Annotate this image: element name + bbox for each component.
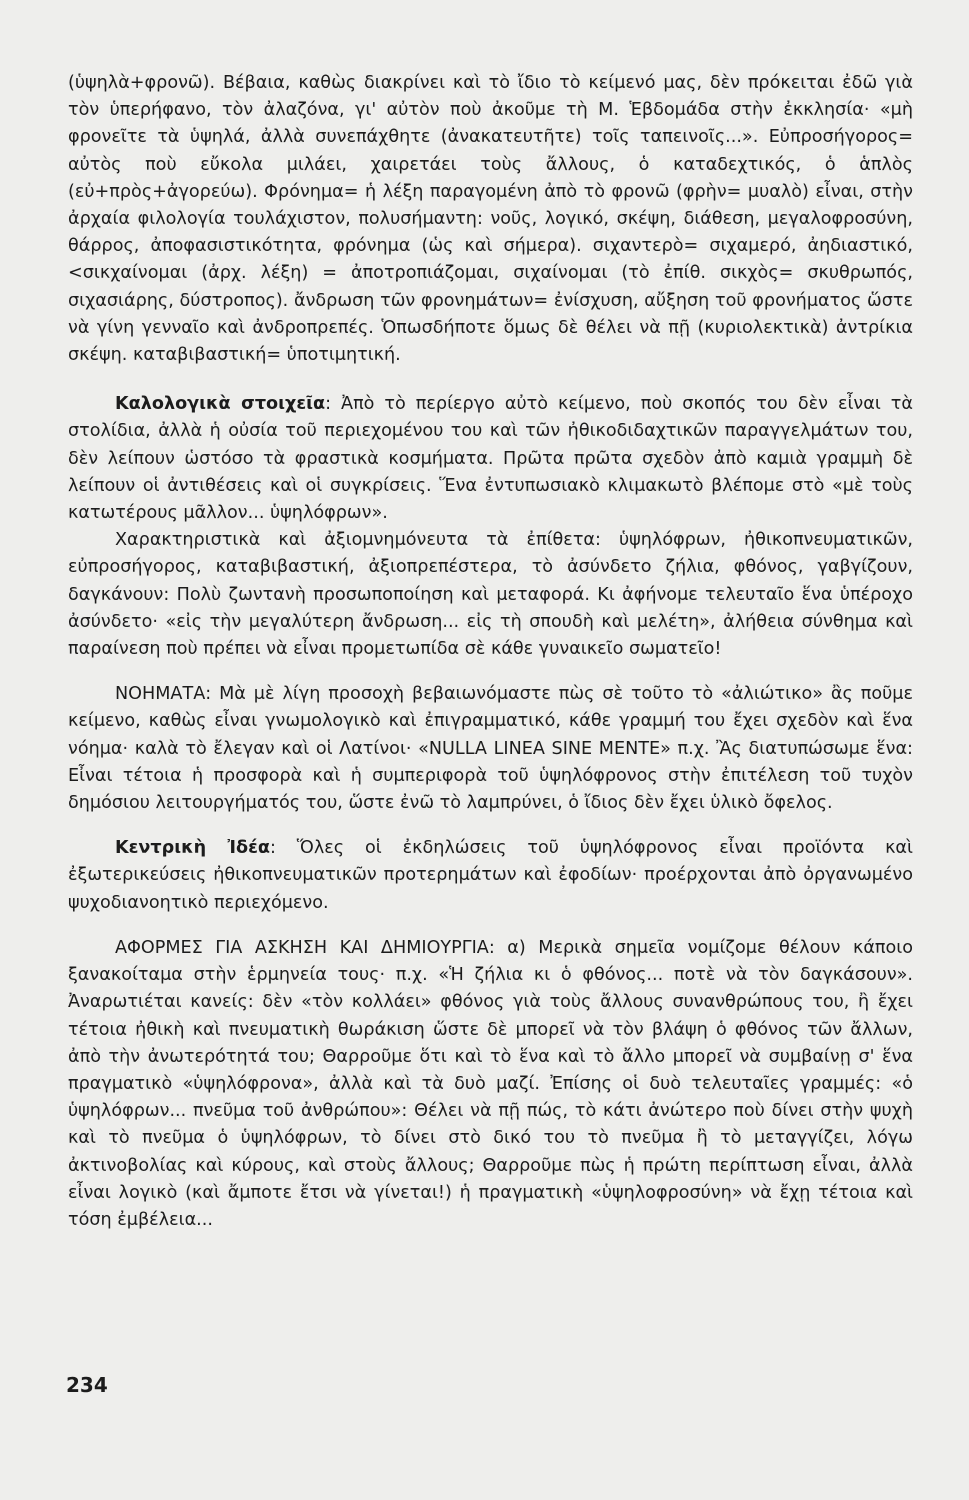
paragraph-stylistic-elements xyxy=(68,391,913,527)
page-number: 234 xyxy=(66,1373,108,1397)
text-central-idea: : Ὅλες οἱ ἐκδηλώσεις τοῦ ὑψηλόφρονος εἶναι προϊόντα καὶ ἐξωτερικεύσεις ἠθικοπνευματικῶν προτερημάτων καὶ ἐφοδίων· προέρχονται ἀπὸ ὀργανωμένο ψυχοδιανοητικὸ περιεχόμενο. xyxy=(68,838,913,913)
heading-central-idea: Κεντρικὴ Ἰδέα xyxy=(115,838,270,859)
paragraph-adjectives xyxy=(68,527,913,663)
page-body xyxy=(68,70,913,1234)
heading-meanings: ΝΟΗΜΑΤΑ xyxy=(115,684,206,705)
text-adjectives: : ὑψηλόφρων, ἠθικοπνευματικῶν, εὐπροσήγορος, καταβιβαστική, ἀξιοπρεπέστερα, τὸ ἀσύνδετο ζήλια, φθόνος, γαβγίζουν, δαγκάνουν: Πολὺ ζωντανὴ προσωποποίηση καὶ μεταφορά. Κι ἀφήνομε τελευταῖο ἕνα ὑπέροχο ἀσύνδετο· «εἰς τὴν μεγαλύτερη ἄνδρωση... εἰς τὴ σπουδὴ καὶ μελέτη», ἀλήθεια σύνθημα καὶ παραίνεση ποὺ πρέπει νὰ εἶναι προμετωπίδα σὲ κάθε γυναικεῖο σωματεῖο! xyxy=(68,530,914,660)
heading-stylistic-elements: Καλολογικὰ στοιχεῖα xyxy=(115,394,326,415)
text-meanings: : Μὰ μὲ λίγη προσοχὴ βεβαιωνόμαστε πὼς σὲ τοῦτο τὸ «ἀλιώτικο» ἂς ποῦμε κείμενο, καθὼς εἶναι γνωμολογικὸ καὶ ἐπιγραμματικό, κάθε γραμμή του ἔχει σχεδὸν καὶ ἕνα νόημα· καλὰ τὸ ἔλεγαν καὶ οἱ Λατίνοι· «NULLA LINEA SINE MENTE» π.χ. Ἂς διατυπώσωμε ἕνα: Εἶναι τέτοια ἡ προσφορὰ καὶ ἡ συμπεριφορὰ τοῦ ὑψηλόφρονος στὴν ἐπιτέλεση τοῦ τυχὸν δημόσιου λειτουργήματός του, ὥστε ἐνῶ τὸ λαμπρύνει, ὁ ἴδιος δὲν ἔχει ὑλικὸ ὄφελος. xyxy=(68,684,913,814)
paragraph-central-idea xyxy=(68,835,913,917)
paragraph-meanings xyxy=(68,681,913,817)
heading-adjectives: Χαρακτηριστικὰ καὶ ἀξιομνημόνευτα τὰ ἐπίθετα xyxy=(115,530,596,551)
text-stylistic-elements: : Ἀπὸ τὸ περίεργο αὐτὸ κείμενο, ποὺ σκοπός του δὲν εἶναι τὰ στολίδια, ἀλλὰ ἡ οὐσία τοῦ περιεχομένου του καὶ τῶν ἠθικοδιδαχτικῶν παραγγελμάτων του, δὲν λείπουν ὡστόσο τὰ φραστικὰ κοσμήματα. Πρῶτα πρῶτα σχεδὸν ἀπὸ καμιὰ γραμμὴ δὲ λείπουν οἱ ἀντιθέσεις καὶ οἱ συγκρίσεις. Ἕνα ἐντυπωσιακὸ κλιμακωτὸ βλέπομε στὸ «μὲ τοὺς κατωτέρους μᾶλλον... ὑψηλόφρων». xyxy=(68,394,913,524)
paragraph-glossary: (ὑψηλὰ+φρονῶ). Βέβαια, καθὼς διακρίνει καὶ τὸ ἴδιο τὸ κείμενό μας, δὲν πρόκειται ἐδῶ γιὰ τὸν ὑπερήφανο, τὸν ἀλαζόνα, γι' αὐτὸν ποὺ ἀκοῦμε τὴ Μ. Ἑβδομάδα στὴν ἐκκλησία· «μὴ φρονεῖτε τὰ ὑψηλά, ἀλλὰ συνεπάχθητε (ἀνακατευτῆτε) τοῖς ταπεινοῖς...». Εὐπροσήγορος= αὐτὸς ποὺ εὔκολα μιλάει, χαιρετάει τοὺς ἄλλους, ὁ καταδεχτικός, ὁ ἁπλὸς (εὐ+πρὸς+ἀγορεύω). Φρόνημα= ἡ λέξη παραγομένη ἀπὸ τὸ φρονῶ (φρὴν= μυαλὸ) εἶναι, στὴν ἀρχαία φιλολογία τουλάχιστον, πολυσήμαντη: νοῦς, λογικό, σκέψη, διάθεση, μεγαλοφροσύνη, θάρρος, ἀποφασιστικότητα, φρόνημα (ὡς καὶ σήμερα). σιχαντερὸ= σιχαμερό, ἀηδιαστικό, <σικχαίνομαι (ἀρχ. λέξη) = ἀποτροπιάζομαι, σιχαίνομαι (τὸ ἐπίθ. σικχὸς= σκυθρωπός, σιχασιάρης, δύστροπος). ἄνδρωση τῶν φρονημάτων= ἐνίσχυση, αὔξηση τοῦ φρονήματος ὥστε νὰ γίνη γενναῖο καὶ ἀνδροπρεπές. Ὁπωσδήποτε ὅμως δὲ θέλει νὰ πῇ (κυριολεκτικὰ) ἀντρίκια σκέψη. καταβιβαστική= ὑποτιμητική. xyxy=(68,73,913,366)
paragraph-exercises xyxy=(68,935,913,1234)
text-exercises: : α) Μερικὰ σημεῖα νομίζομε θέλουν κάποιο ξανακοίταμα στὴν ἑρμηνεία τους· π.χ. «Ἡ ζήλια κι ὁ φθόνος... ποτὲ νὰ τὸν δαγκάσουν». Ἀναρωτιέται κανείς: δὲν «τὸν κολλάει» φθόνος γιὰ τοὺς ἄλλους συνανθρώπους του, ἢ ἔχει τέτοια ἠθικὴ καὶ πνευματικὴ θωράκιση ὥστε δὲ μπορεῖ νὰ τὸν βλάψη ὁ φθόνος τῶν ἄλλων, ἀπὸ τὴν ἀνωτερότητά του; Θαρροῦμε ὅτι καὶ τὸ ἕνα καὶ τὸ ἄλλο μπορεῖ νὰ συμβαίνῃ σ' ἕνα πραγματικὸ «ὑψηλόφρονα», ἀλλὰ καὶ τὰ δυὸ μαζί. Ἐπίσης οἱ δυὸ τελευταῖες γραμμές: «ὁ ὑψηλόφρων... πνεῦμα τοῦ ἀνθρώπου»: Θέλει νὰ πῇ πώς, τὸ κάτι ἀνώτερο ποὺ δίνει στὴν ψυχὴ καὶ τὸ πνεῦμα ὁ ὑψηλόφρων, τὸ δίνει στὸ δικό του τὸ πνεῦμα ἢ τὸ μεταγγίζει, λόγω ἀκτινοβολίας καὶ κύρους, καὶ στοὺς ἄλλους; Θαρροῦμε πὼς ἡ πρώτη περίπτωση εἶναι, ἀλλὰ εἶναι λογικὸ (καὶ ἄμποτε ἔτσι νὰ γίνεται!) ἡ πραγματικὴ «ὑψηλοφροσύνη» νὰ ἔχῃ τέτοια καὶ τόση ἐμβέλεια... xyxy=(68,937,913,1230)
heading-exercises: ΑΦΟΡΜΕΣ ΓΙΑ ΑΣΚΗΣΗ ΚΑΙ ΔΗΜΙΟΥΡΓΙΑ xyxy=(115,937,489,958)
